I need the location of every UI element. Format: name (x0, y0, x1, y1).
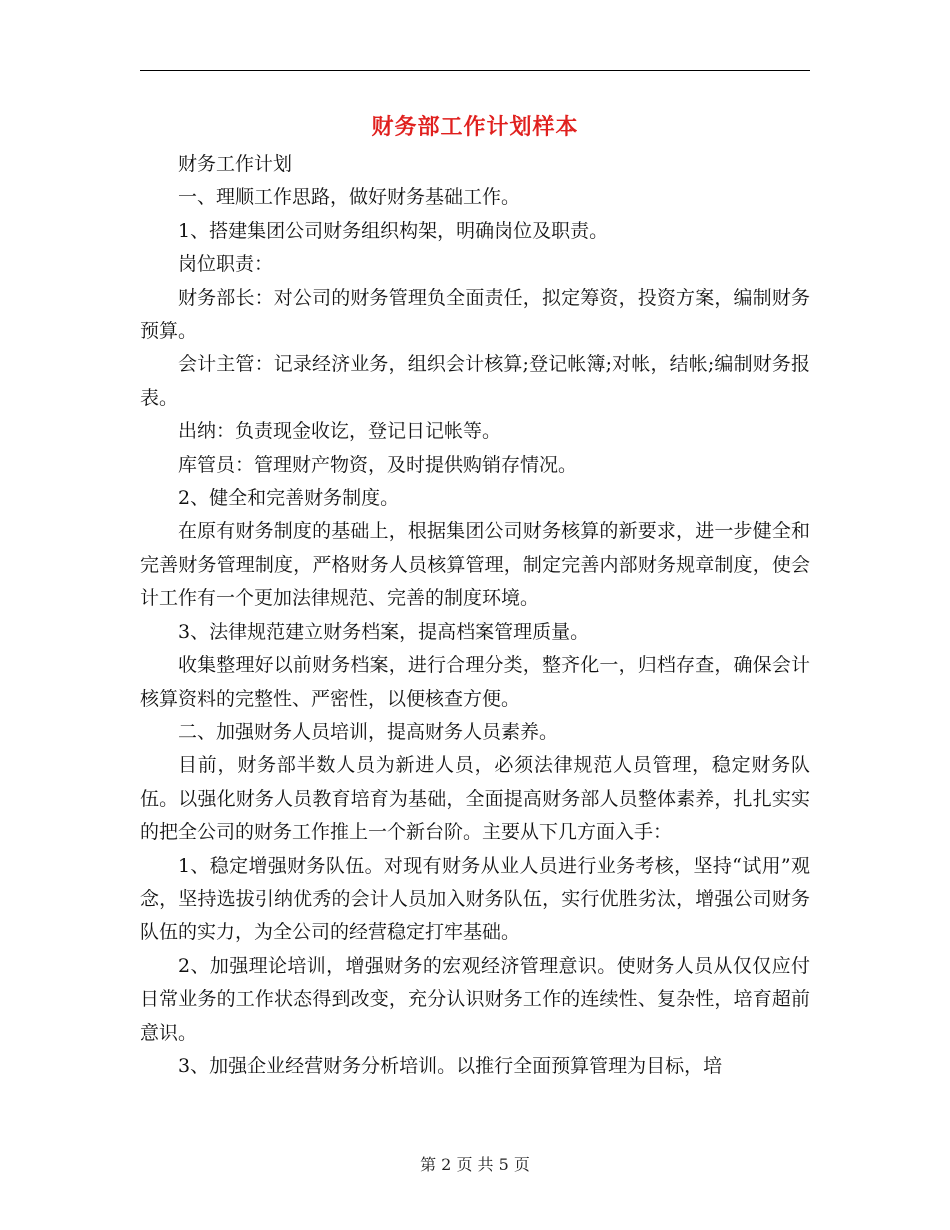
paragraph: 岗位职责： (178, 253, 274, 276)
paragraph: 目前，财务部半数人员为新进人员，必须法律规范人员管理，稳定财务队伍。以强化财务人员教育培育为基础，全面提高财务部人员整体素养，扎扎实实的把全公司的财务工作推上一个新台阶。主要从下几方面入手： (140, 754, 810, 844)
paragraph: 2、健全和完善财务制度。 (178, 487, 400, 510)
paragraph: 1、稳定增强财务队伍。对现有财务从业人员进行业务考核，坚持“试用”观念，坚持选拔引纳优秀的会计人员加入财务队伍，实行优胜劣汰，增强公司财务队伍的实力，为全公司的经营稳定打牢基础。 (140, 854, 810, 944)
document-body (140, 148, 810, 1083)
document-title: 财务部工作计划样本 (371, 114, 579, 140)
header-rule (140, 70, 810, 71)
page-number-footer: 第 2 页 共 5 页 (420, 1155, 530, 1174)
paragraph: 在原有财务制度的基础上，根据集团公司财务核算的新要求，进一步健全和完善财务管理制度，严格财务人员核算管理，制定完善内部财务规章制度，使会计工作有一个更加法律规范、完善的制度环境。 (140, 520, 810, 610)
paragraph: 财务工作计划 (178, 153, 293, 175)
paragraph: 出纳：负责现金收讫，登记日记帐等。 (178, 420, 502, 443)
paragraph: 二、加强财务人员培训，提高财务人员素养。 (178, 720, 559, 743)
paragraph: 1、搭建集团公司财务组织构架，明确岗位及职责。 (178, 219, 609, 242)
paragraph: 3、法律规范建立财务档案，提高档案管理质量。 (178, 620, 590, 643)
paragraph: 3、加强企业经营财务分析培训。以推行全面预算管理为目标，培 (178, 1054, 723, 1077)
paragraph: 库管员：管理财产物资，及时提供购销存情况。 (178, 453, 578, 476)
paragraph: 收集整理好以前财务档案，进行合理分类，整齐化一，归档存查，确保会计核算资料的完整性、严密性，以便核查方便。 (140, 654, 810, 710)
paragraph: 财务部长：对公司的财务管理负全面责任，拟定筹资，投资方案，编制财务预算。 (140, 286, 810, 343)
paragraph: 一、理顺工作思路，做好财务基础工作。 (178, 186, 521, 209)
paragraph: 会计主管：记录经济业务，组织会计核算;登记帐簿;对帐，结帐;编制财务报表。 (140, 353, 810, 409)
paragraph: 2、加强理论培训，增强财务的宏观经济管理意识。使财务人员从仅仅应付日常业务的工作状态得到改变，充分认识财务工作的连续性、复杂性，培育超前意识。 (140, 954, 810, 1044)
